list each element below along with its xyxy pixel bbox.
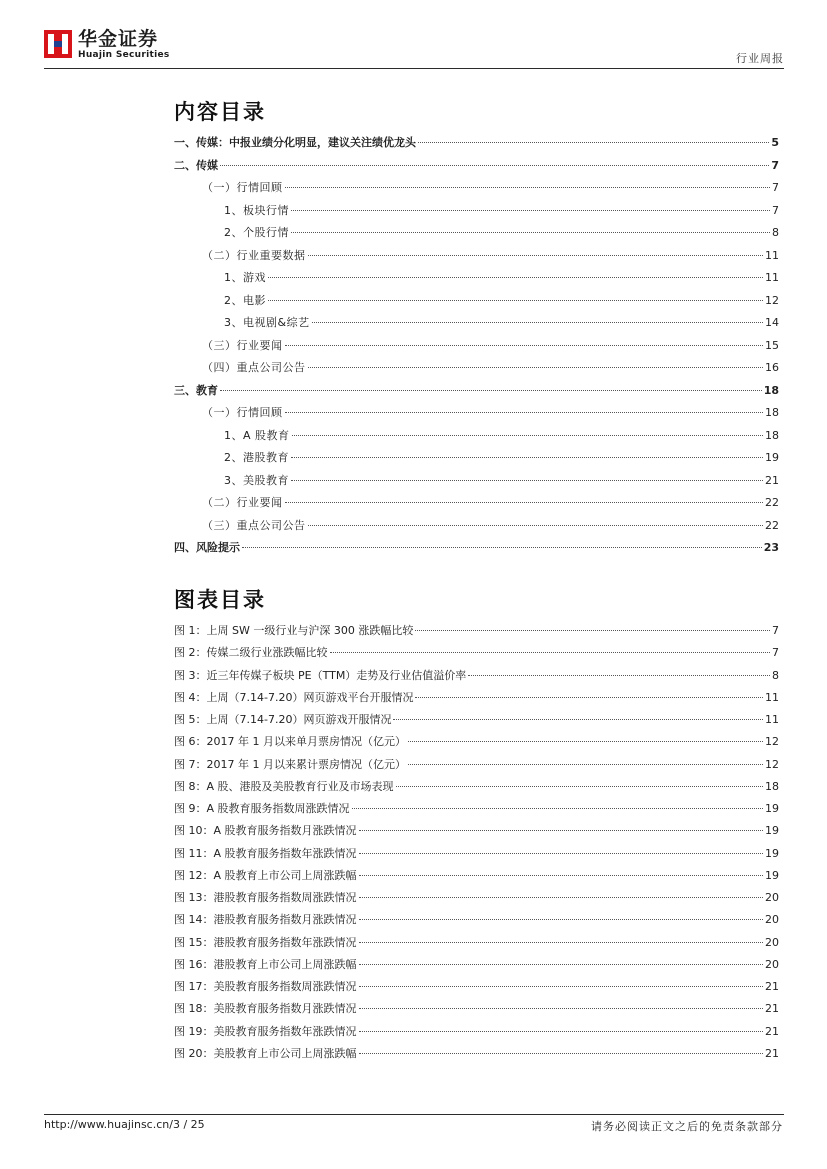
dot-leader (359, 1053, 764, 1054)
dot-leader (242, 547, 762, 548)
figure-entry[interactable] (174, 932, 779, 954)
figure-entry-label: 图 3：近三年传媒子板块 PE（TTM）走势及行业估值溢价率 (174, 668, 467, 682)
dot-leader (308, 255, 764, 256)
figure-entry-label: 图 12：A 股教育上市公司上周涨跌幅 (174, 868, 357, 882)
toc-entry[interactable] (174, 245, 779, 268)
figure-entry[interactable] (174, 776, 779, 798)
figure-entry[interactable] (174, 865, 779, 887)
dot-leader (359, 964, 764, 965)
figure-entry-label: 图 16：港股教育上市公司上周涨跌幅 (174, 957, 357, 971)
figure-entry-page: 20 (765, 913, 779, 927)
page-header (44, 28, 784, 68)
dot-leader (359, 830, 763, 831)
toc-entry[interactable] (174, 177, 779, 200)
dot-leader (468, 675, 770, 676)
figure-entry-page: 7 (772, 646, 779, 660)
dot-leader (291, 457, 763, 458)
figures-title: 图表目录 (174, 587, 266, 612)
toc-entry-page: 18 (765, 406, 779, 419)
toc-entry-page: 12 (765, 293, 779, 307)
figure-entry[interactable] (174, 754, 779, 776)
huajin-logo-icon (44, 30, 72, 58)
dot-leader (291, 480, 763, 481)
figure-entry-label: 图 8：A 股、港股及美股教育行业及市场表现 (174, 779, 394, 793)
figure-entry[interactable] (174, 843, 779, 865)
dot-leader (359, 1008, 764, 1009)
toc-entry-label: 1、游戏 (224, 271, 266, 284)
figure-entry[interactable] (174, 620, 779, 642)
toc-entry[interactable] (174, 537, 779, 560)
toc-entry-page: 22 (765, 518, 779, 532)
figure-entry-label: 图 13：港股教育服务指数周涨跌情况 (174, 891, 357, 904)
toc-entry-page: 8 (772, 226, 779, 239)
toc-entry[interactable] (174, 402, 779, 425)
dot-leader (359, 986, 764, 987)
figure-entry[interactable] (174, 998, 779, 1020)
logo-chinese-name: 华金证券 (78, 28, 159, 50)
toc-entry-page: 19 (765, 451, 779, 464)
dot-leader (285, 345, 764, 346)
figure-entry[interactable] (174, 687, 779, 709)
toc-entry-page: 16 (765, 361, 779, 374)
figure-entry[interactable] (174, 976, 779, 998)
company-logo (44, 28, 170, 60)
dot-leader (393, 719, 763, 720)
footer-url-page[interactable]: http://www.huajinsc.cn/3 / 25 (44, 1118, 205, 1131)
toc-entry-label: 1、板块行情 (224, 203, 289, 217)
toc-entry-label: 2、港股教育 (224, 451, 289, 464)
dot-leader (292, 435, 763, 436)
dot-leader (285, 187, 771, 188)
figure-entry-label: 图 2：传媒二级行业涨跌幅比较 (174, 646, 328, 660)
figure-entry-label: 图 17：美股教育服务指数周涨跌情况 (174, 980, 357, 993)
toc-entry[interactable] (174, 447, 779, 470)
toc-entry-page: 22 (765, 496, 779, 509)
figure-entry-page: 18 (765, 779, 779, 793)
toc-entry-label: 一、传媒：中报业绩分化明显，建议关注绩优龙头 (174, 136, 416, 149)
dot-leader (330, 652, 771, 653)
figure-entry-page: 11 (765, 713, 779, 726)
header-divider (44, 68, 784, 69)
dot-leader (415, 697, 763, 698)
figure-entry-page: 19 (765, 868, 779, 882)
toc-entry-page: 18 (765, 428, 779, 442)
figure-entry-page: 12 (765, 757, 779, 771)
figure-entry-page: 20 (765, 891, 779, 904)
dot-leader (312, 322, 763, 323)
figure-entry-page: 11 (765, 690, 779, 704)
figure-entry[interactable] (174, 1043, 779, 1065)
figure-entry[interactable] (174, 709, 779, 731)
figure-entry-label: 图 9：A 股教育服务指数周涨跌情况 (174, 802, 350, 815)
contents-title: 内容目录 (174, 99, 266, 124)
dot-leader (359, 853, 763, 854)
footer-divider (44, 1114, 784, 1115)
figure-entry-page: 19 (765, 846, 779, 860)
dot-leader (291, 210, 770, 211)
figure-entry[interactable] (174, 909, 779, 931)
dot-leader (359, 919, 764, 920)
toc-entry-page: 7 (772, 181, 779, 194)
toc-entry-page: 18 (763, 383, 779, 397)
toc-entry-label: 2、电影 (224, 293, 266, 307)
figure-entry-label: 图 11：A 股教育服务指数年涨跌情况 (174, 846, 357, 860)
report-type-label: 行业周报 (736, 52, 784, 65)
dot-leader (220, 165, 769, 166)
dot-leader (415, 630, 770, 631)
toc-entry-page: 11 (765, 248, 779, 262)
dot-leader (308, 525, 764, 526)
toc-entry-label: 1、A 股教育 (224, 428, 290, 442)
toc-entry-page: 7 (771, 158, 779, 172)
figure-entry[interactable] (174, 642, 779, 664)
dot-leader (359, 1031, 764, 1032)
toc-entry-label: （二）行业要闻 (202, 496, 283, 509)
figure-entry-page: 19 (765, 802, 779, 815)
dot-leader (359, 897, 764, 898)
figure-entry-label: 图 6：2017 年 1 月以来单月票房情况（亿元） (174, 735, 406, 749)
dot-leader (291, 232, 770, 233)
dot-leader (418, 142, 769, 143)
figure-entry-page: 12 (765, 735, 779, 749)
figure-entry-page: 21 (765, 1046, 779, 1060)
figure-entry-label: 图 18：美股教育服务指数月涨跌情况 (174, 1002, 357, 1016)
figure-entry-label: 图 15：港股教育服务指数年涨跌情况 (174, 935, 357, 949)
toc-entry[interactable] (174, 492, 779, 515)
toc-entry-page: 15 (765, 338, 779, 352)
dot-leader (396, 786, 763, 787)
toc-entry[interactable] (174, 425, 779, 448)
dot-leader (352, 808, 763, 809)
toc-entry[interactable] (174, 357, 779, 380)
toc-entry-label: 三、教育 (174, 383, 218, 397)
figure-entry-label: 图 4：上周（7.14-7.20）网页游戏平台开服情况 (174, 690, 414, 704)
footer-disclaimer: 请务必阅读正文之后的免责条款部分 (591, 1120, 783, 1133)
figure-entry-label: 图 20：美股教育上市公司上周涨跌幅 (174, 1046, 357, 1060)
dot-leader (359, 875, 763, 876)
dot-leader (268, 300, 763, 301)
figure-entry[interactable] (174, 887, 779, 909)
dot-leader (268, 277, 763, 278)
toc-entry-label: （四）重点公司公告 (202, 361, 306, 374)
toc-entry[interactable] (174, 200, 779, 223)
dot-leader (220, 390, 762, 391)
toc-entry-label: （三）重点公司公告 (202, 518, 306, 532)
toc-entry-label: 四、风险提示 (174, 541, 240, 554)
figure-entry-label: 图 7：2017 年 1 月以来累计票房情况（亿元） (174, 757, 406, 771)
toc-entry[interactable] (174, 515, 779, 538)
toc-entry[interactable] (174, 470, 779, 493)
toc-entry-label: 2、个股行情 (224, 226, 289, 239)
figure-entry[interactable] (174, 665, 779, 687)
figure-entry[interactable] (174, 731, 779, 753)
figure-entry[interactable] (174, 820, 779, 842)
figure-entry-page: 21 (765, 1002, 779, 1016)
dot-leader (285, 502, 764, 503)
logo-english-name: Huajin Securities (78, 50, 170, 60)
toc-entry[interactable] (174, 155, 779, 178)
toc-entry[interactable] (174, 132, 779, 155)
toc-entry[interactable] (174, 267, 779, 290)
toc-entry-page: 5 (771, 136, 779, 149)
figure-entry-label: 图 19：美股教育服务指数年涨跌情况 (174, 1024, 357, 1038)
figure-entry-label: 图 14：港股教育服务指数月涨跌情况 (174, 913, 357, 927)
toc-entry-label: （三）行业要闻 (202, 338, 283, 352)
toc-entry-page: 21 (765, 473, 779, 487)
dot-leader (408, 741, 763, 742)
figure-entry-page: 20 (765, 935, 779, 949)
dot-leader (285, 412, 764, 413)
table-of-contents (174, 132, 779, 560)
figure-entry[interactable] (174, 1021, 779, 1043)
toc-entry-page: 14 (765, 316, 779, 329)
figure-entry-page: 8 (772, 668, 779, 682)
toc-entry[interactable] (174, 290, 779, 313)
figure-entry[interactable] (174, 798, 779, 820)
toc-entry-label: 3、美股教育 (224, 473, 289, 487)
toc-entry-label: 3、电视剧&综艺 (224, 316, 310, 329)
toc-entry[interactable] (174, 222, 779, 245)
toc-entry-page: 7 (772, 203, 779, 217)
toc-entry-page: 23 (763, 541, 779, 554)
figure-entry[interactable] (174, 954, 779, 976)
toc-entry-page: 11 (765, 271, 779, 284)
figure-entry-label: 图 1：上周 SW 一级行业与沪深 300 涨跌幅比较 (174, 624, 414, 637)
toc-entry-label: （一）行情回顾 (202, 406, 283, 419)
dot-leader (408, 764, 763, 765)
dot-leader (308, 367, 764, 368)
figure-entry-page: 7 (772, 624, 779, 637)
figure-entry-page: 21 (765, 980, 779, 993)
figure-entry-label: 图 5：上周（7.14-7.20）网页游戏开服情况 (174, 713, 392, 726)
list-of-figures (174, 620, 779, 1065)
figure-entry-label: 图 10：A 股教育服务指数月涨跌情况 (174, 824, 357, 838)
toc-entry-label: （一）行情回顾 (202, 181, 283, 194)
dot-leader (359, 942, 764, 943)
figure-entry-page: 20 (765, 957, 779, 971)
toc-entry[interactable] (174, 380, 779, 403)
toc-entry-label: （二）行业重要数据 (202, 248, 306, 262)
toc-entry[interactable] (174, 312, 779, 335)
figure-entry-page: 19 (765, 824, 779, 838)
toc-entry-label: 二、传媒 (174, 158, 218, 172)
figure-entry-page: 21 (765, 1024, 779, 1038)
toc-entry[interactable] (174, 335, 779, 358)
